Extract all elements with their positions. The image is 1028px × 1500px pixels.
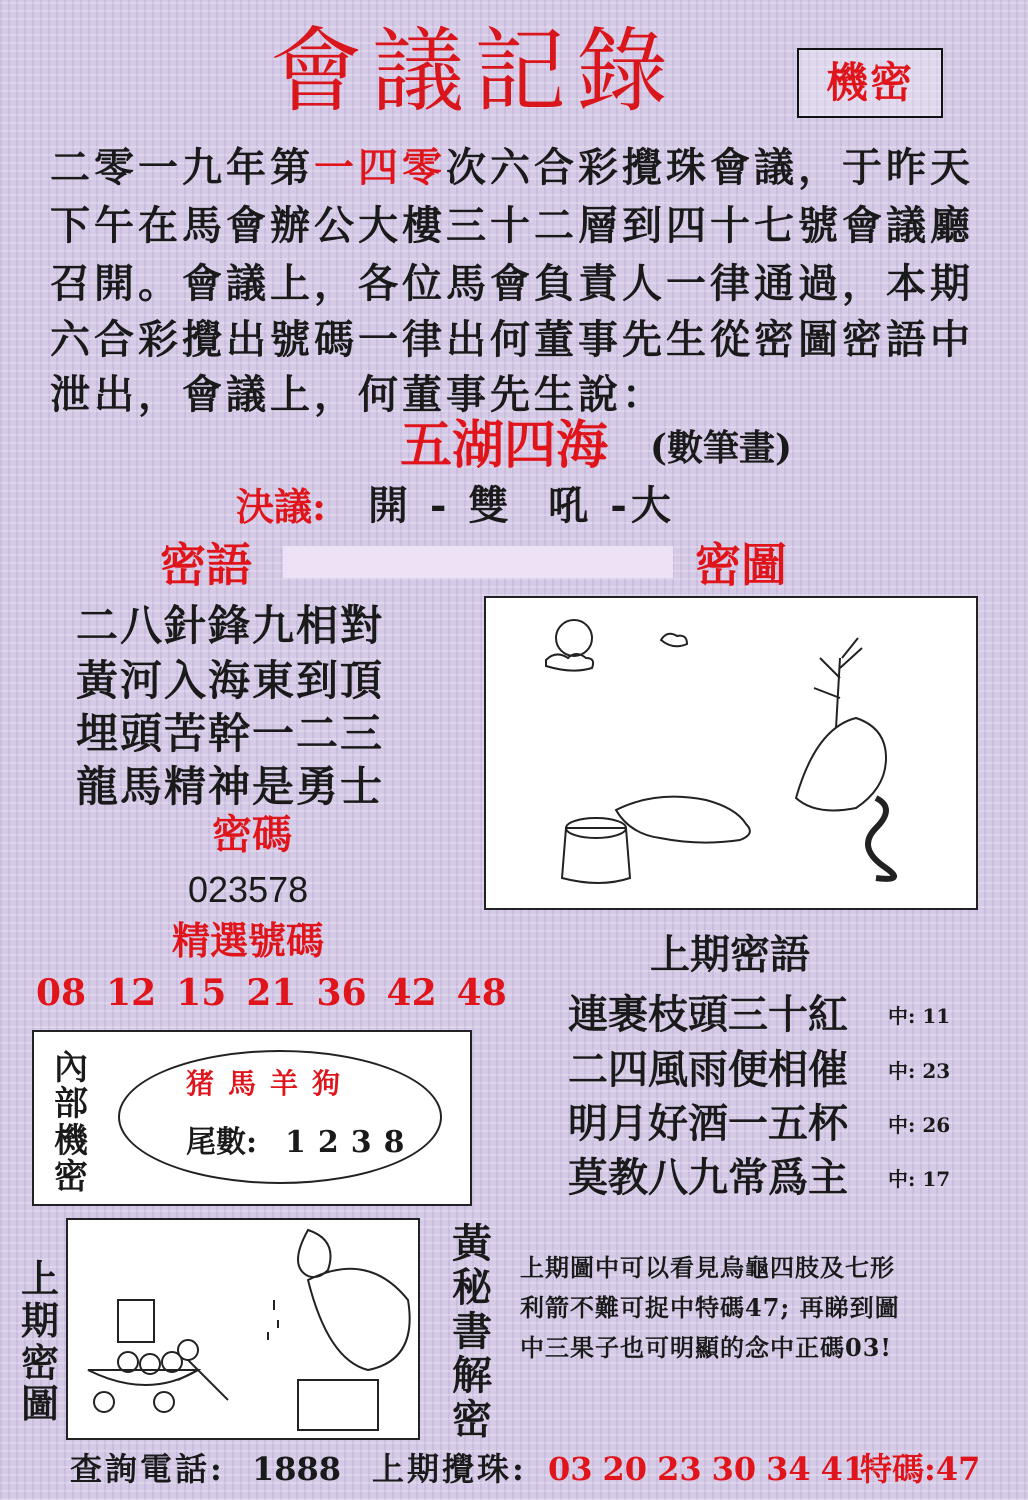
riddle-picture xyxy=(484,596,978,910)
code-heading: 密碼 xyxy=(212,811,292,858)
quote-note: (數筆畫) xyxy=(650,427,793,469)
intro-line-1: 二零一九年第一四零次六合彩攪珠會議，于昨天 xyxy=(50,144,974,191)
last-riddle-hit: 中: 17 xyxy=(888,1167,951,1191)
riddle-line: 二八針鋒九相對 xyxy=(76,601,385,650)
box-icon xyxy=(118,1300,154,1342)
last-riddle-row: 莫教八九常爲主 xyxy=(568,1154,848,1201)
explanation-line: 中三果子也可明顯的念中正碼03! xyxy=(520,1333,892,1362)
draw-number: 34 xyxy=(766,1450,811,1488)
picks-numbers xyxy=(36,972,527,1014)
last-riddle-row: 明月好酒一五杯 xyxy=(568,1100,848,1147)
last-riddle-row: 二四風雨便相催 xyxy=(568,1046,848,1093)
code-value: 023578 xyxy=(188,869,309,910)
resolution-label: 決議: xyxy=(236,484,327,529)
pick-number: 48 xyxy=(456,972,507,1014)
page-title: 會議記錄 xyxy=(270,18,679,125)
last-riddle-hit: 中: 23 xyxy=(888,1059,951,1083)
special-number: 特碼:47 xyxy=(860,1450,981,1488)
riddle-line: 龍馬精神是勇士 xyxy=(76,762,385,811)
riddle-line: 埋頭苦幹一二三 xyxy=(76,709,385,758)
zodiac-list: 猪馬羊狗 xyxy=(186,1067,355,1100)
tail-label: 尾數: xyxy=(186,1125,258,1160)
pick-number: 15 xyxy=(176,972,227,1014)
picture-heading: 密圖 xyxy=(695,538,787,592)
last-draw-label: 上期攪珠: xyxy=(372,1450,527,1488)
pick-number: 21 xyxy=(246,972,297,1014)
inside-secret-label: 內部機密 xyxy=(54,1048,88,1198)
quote-phrase: 五湖四海 xyxy=(400,415,609,476)
intro-line-3: 召開。會議上，各位馬會負責人一律通過，本期 xyxy=(50,260,974,307)
pick-number: 08 xyxy=(36,972,87,1014)
last-picture xyxy=(66,1218,420,1440)
pick-number: 42 xyxy=(386,972,437,1014)
tail-digits: 1238 xyxy=(285,1125,417,1160)
secretary-label: 黃秘書解密 xyxy=(452,1220,492,1443)
draw-number: 30 xyxy=(711,1450,757,1488)
last-riddle-heading: 上期密語 xyxy=(650,931,810,978)
crate-icon xyxy=(298,1380,378,1430)
riddle-illustration xyxy=(486,598,976,908)
confidential-badge: 機密 xyxy=(797,48,943,118)
last-draw-numbers xyxy=(548,1450,875,1488)
explanation-line: 上期圖中可以看見烏龜四肢及七形 xyxy=(520,1253,895,1282)
intro-line-4: 六合彩攪出號碼一律出何董事先生從密圖密語中 xyxy=(50,316,974,363)
turtle-head-icon xyxy=(298,1230,331,1277)
pig-icon xyxy=(616,797,750,843)
last-riddle-hit: 中: 11 xyxy=(888,1004,951,1028)
riddle-line: 黃河入海東到頂 xyxy=(76,656,385,705)
draw-number: 41 xyxy=(820,1450,866,1488)
picks-heading: 精選號碼 xyxy=(172,918,325,963)
intro-line-2: 下午在馬會辦公大樓三十二層到四十七號會議廳 xyxy=(50,202,974,249)
snake-icon xyxy=(868,798,894,879)
intro-line-5: 泄出，會議上，何董事先生說： xyxy=(50,371,666,418)
pick-number: 12 xyxy=(106,972,157,1014)
last-riddle-row: 連裹枝頭三十紅 xyxy=(568,991,848,1038)
last-picture-label: 上期密圖 xyxy=(20,1256,59,1427)
sun-icon xyxy=(556,620,592,656)
turtle-shell-icon xyxy=(308,1269,410,1370)
plant-icon xyxy=(814,638,862,728)
pick-number: 36 xyxy=(316,972,367,1014)
phone-label: 查詢電話: xyxy=(70,1450,225,1488)
explanation-line: 利箭不難可捉中特碼47; 再睇到圖 xyxy=(520,1293,900,1322)
draw-number: 23 xyxy=(657,1450,702,1488)
draw-number: 20 xyxy=(602,1450,648,1488)
blank-bar xyxy=(283,546,673,578)
last-riddle-hit: 中: 26 xyxy=(888,1113,951,1137)
rock-icon xyxy=(796,718,886,810)
resolution-value: 開 - 雙 吼 -大 xyxy=(368,482,675,529)
last-illustration xyxy=(68,1220,418,1438)
riddle-heading: 密語 xyxy=(160,538,252,592)
phone-number: 1888 xyxy=(252,1450,342,1488)
draw-number: 03 xyxy=(548,1450,593,1488)
cloud-icon xyxy=(546,654,593,671)
cloud-icon xyxy=(661,634,687,647)
